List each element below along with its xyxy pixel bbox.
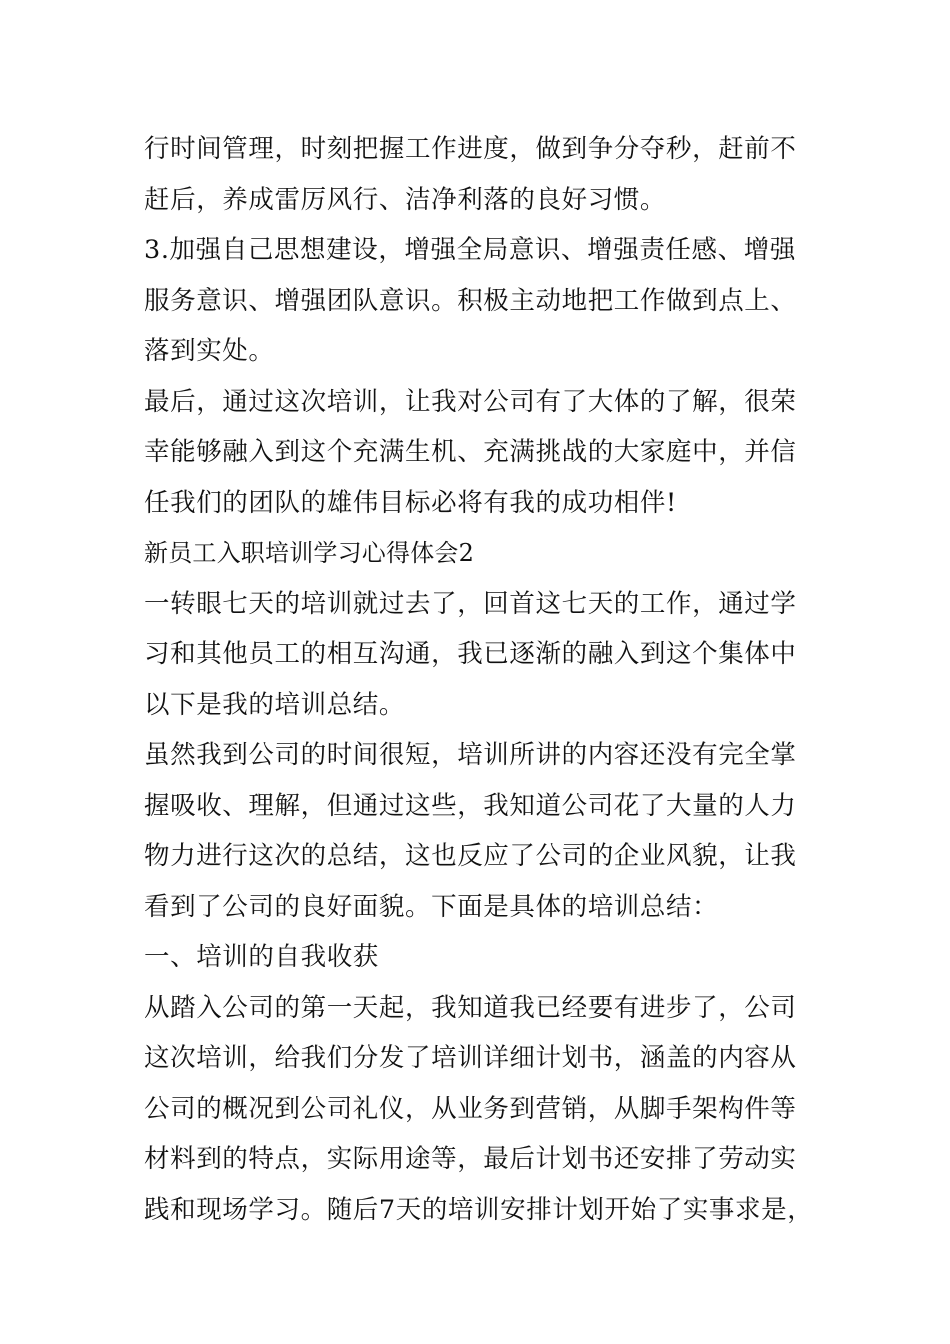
text-line: 习和其他员工的相互沟通，我已逐渐的融入到这个集体中 (144, 639, 797, 669)
text-line: 虽然我到公司的时间很短，培训所讲的内容还没有完全掌 (144, 740, 797, 770)
text-line: 握吸收、理解，但通过这些，我知道公司花了大量的人力 (144, 790, 797, 821)
text-line: 任我们的团队的雄伟目标必将有我的成功相伴! (144, 487, 677, 518)
text-line: 看到了公司的良好面貌。下面是具体的培训总结： (144, 891, 719, 922)
section-title: 新员工入职培训学习心得体会2 (144, 539, 475, 567)
text-line: 3.加强自己思想建设，增强全局意识、增强责任感、增强 (144, 235, 796, 265)
text-line: 赶后，养成雷厉风行、洁净利落的良好习惯。 (144, 184, 667, 215)
document-body (144, 124, 814, 1235)
text-line: 最后，通过这次培训，让我对公司有了大体的了解，很荣 (144, 386, 797, 417)
text-line: 一转眼七天的培训就过去了，回首这七天的工作，通过学 (144, 588, 797, 619)
text-line: 行时间管理，时刻把握工作进度，做到争分夺秒，赶前不 (144, 134, 797, 164)
text-line: 公司的概况到公司礼仪，从业务到营销，从脚手架构件等 (144, 1093, 797, 1124)
subsection-heading: 一、培训的自我收获 (144, 942, 379, 972)
text-line: 幸能够融入到这个充满生机、充满挑战的大家庭中，并信 (144, 437, 797, 467)
text-line: 践和现场学习。随后7天的培训安排计划开始了实事求是， (144, 1194, 814, 1225)
text-line: 服务意识、增强团队意识。积极主动地把工作做到点上、 (144, 285, 797, 316)
text-line: 从踏入公司的第一天起，我知道我已经要有进步了，公司 (144, 992, 797, 1023)
text-line: 这次培训，给我们分发了培训详细计划书，涵盖的内容从 (144, 1043, 797, 1073)
text-line: 以下是我的培训总结。 (144, 689, 406, 720)
text-line: 落到实处。 (144, 336, 275, 366)
text-line: 材料到的特点，实际用途等，最后计划书还安排了劳动实 (144, 1144, 797, 1174)
text-line: 物力进行这次的总结，这也反应了公司的企业风貌，让我 (144, 841, 797, 871)
